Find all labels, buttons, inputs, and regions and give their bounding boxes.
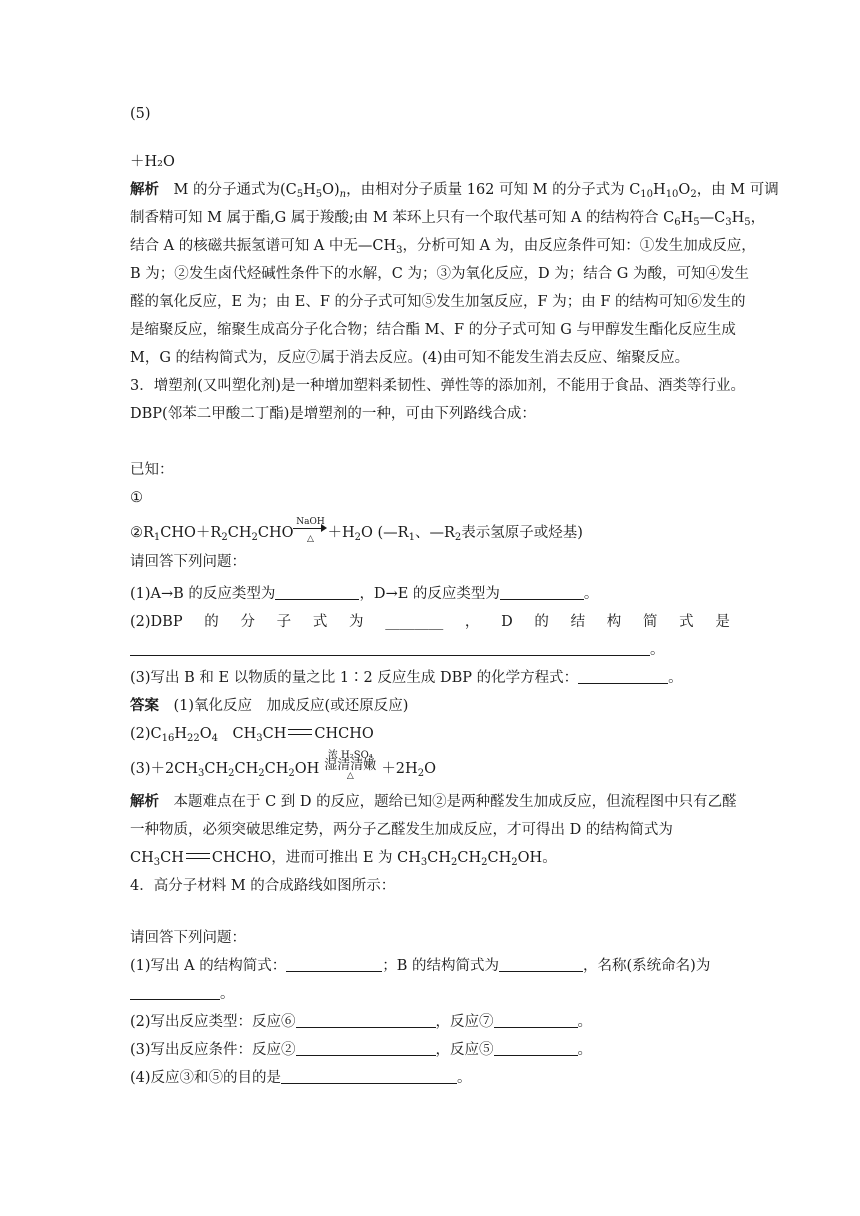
analysis-label: 解析 <box>130 793 159 810</box>
analysis3-line1: 解析 本题难点在于 C 到 D 的反应，题给已知②是两种醛发生加成反应，但流程图中只有乙醛 <box>130 793 737 810</box>
q3-known-2: $②R_1CHO+R_2CH_2CHO$ NaOH △ $+H_2O$ ($—R_1$、$—R_2$表示氢原子或烃基) <box>130 517 583 544</box>
analysis3-line2: 一种物质，必须突破思维定势，两分子乙醛发生加成反应，才可得出 D 的结构简式为 <box>130 822 673 838</box>
q3-part2-cont: 。 <box>130 640 730 660</box>
analysis1-line6: 是缩聚反应，缩聚生成高分子化合物；结合酯 M、F 的分子式可知 G 与甲醇发生酯化反应生成 <box>130 322 736 338</box>
answer-blank[interactable] <box>499 957 583 972</box>
answer3-line1: 答案 (1)氧化反应 加成反应(或还原反应) <box>130 697 409 714</box>
q3-known-label: 已知： <box>130 462 174 478</box>
double-bond <box>288 729 312 735</box>
answer-blank[interactable] <box>296 1041 436 1056</box>
q4-part1: (1)写出 A 的结构简式： ；B 的结构简式为 ，名称(系统命名)为 <box>130 958 711 974</box>
answer-blank[interactable] <box>494 1041 578 1056</box>
answer-blank[interactable] <box>130 641 650 656</box>
q3-ask: 请回答下列问题： <box>130 554 246 570</box>
analysis3-line3: $CH_3CH$ CHCHO，进而可推出 E 为 $CH_3CH_2CH_2CH_2OH$。 <box>130 850 557 868</box>
q4-ask: 请回答下列问题： <box>130 930 246 946</box>
analysis-label: 解析 <box>130 181 159 198</box>
answer-blank[interactable] <box>130 985 220 1000</box>
answer3-line3: $(3)+2CH_3CH_2CH_2CH_2OH$ 浓 H₂SO₄ 湿清清嫩 △ $+2H_2O$ <box>130 750 436 781</box>
analysis1-line3: 结合 A 的核磁共振氢谱可知 A 中无$—CH_3$，分析可知 A 为，由反应条件可知：①发生加成反应， <box>130 238 756 256</box>
q4-line1: 4．高分子材料 M 的合成路线如图所示： <box>130 878 396 894</box>
part5-label: (5) <box>130 106 151 122</box>
q4-part2: (2)写出反应类型：反应⑥ ，反应⑦ 。 <box>130 1014 593 1030</box>
q3-known-1: ① <box>130 490 143 506</box>
answer3-line2: $(2)C_{16}H_{22}O_4$ $CH_3CH$ CHCHO <box>130 726 374 744</box>
reaction-arrow: NaOH △ <box>293 520 327 540</box>
q3-part1: (1)A→B 的反应类型为 ，D→E 的反应类型为 。 <box>130 586 599 602</box>
q4-part4: (4)反应③和⑤的目的是 。 <box>130 1070 472 1086</box>
q3-line1: 3．增塑剂(又叫塑化剂)是一种增加塑料柔韧性、弹性等的添加剂，不能用于食品、酒类等行业。 <box>130 378 746 394</box>
answer-blank[interactable] <box>275 585 359 600</box>
analysis1-line4: B 为；②发生卤代烃碱性条件下的水解，C 为；③为氧化反应，D 为；结合 G 为酸，可知④发生 <box>130 266 750 282</box>
q4-part3: (3)写出反应条件：反应② ，反应⑤ 。 <box>130 1042 593 1058</box>
answer-blank[interactable] <box>296 1013 436 1028</box>
q3-part2: (2)DBP 的 分 子 式 为 ________ ， D 的 结 构 简 式 是 <box>130 614 730 630</box>
answer-blank[interactable] <box>494 1013 578 1028</box>
part5-h2o: ＋H₂O <box>130 154 175 170</box>
q3-line2: DBP(邻苯二甲酸二丁酯)是增塑剂的一种，可由下列路线合成： <box>130 406 536 422</box>
answer-blank[interactable] <box>281 1069 457 1084</box>
analysis1-line1: 解析 M 的分子通式为$(C_5H_5O)_n$，由相对分子质量 162 可知 M 的分子式为 $C_{10}H_{10}O_2$，由 M 可调 <box>130 181 779 200</box>
answer-blank[interactable] <box>286 957 382 972</box>
reaction-condition: 浓 H₂SO₄ 湿清清嫩 △ <box>324 750 377 781</box>
q3-part3: (3)写出 B 和 E 以物质的量之比 1∶2 反应生成 DBP 的化学方程式： 。 <box>130 670 683 686</box>
answer-label: 答案 <box>130 697 159 714</box>
q4-part1-cont: 。 <box>130 984 730 1004</box>
double-bond <box>186 853 210 859</box>
analysis1-line2: 制香精可知 M 属于酯,G 属于羧酸;由 M 苯环上只有一个取代基可知 A 的结构符合 $C_6H_5—C_3H_5$， <box>130 210 766 228</box>
answer-blank[interactable] <box>578 669 668 684</box>
analysis1-line5: 醛的氧化反应，E 为；由 E、F 的分子式可知⑤发生加氢反应，F 为；由 F 的结构可知⑥发生的 <box>130 294 746 310</box>
analysis1-line7: M，G 的结构简式为，反应⑦属于消去反应。(4)由可知不能发生消去反应、缩聚反应。 <box>130 350 690 366</box>
answer-blank[interactable] <box>500 585 584 600</box>
